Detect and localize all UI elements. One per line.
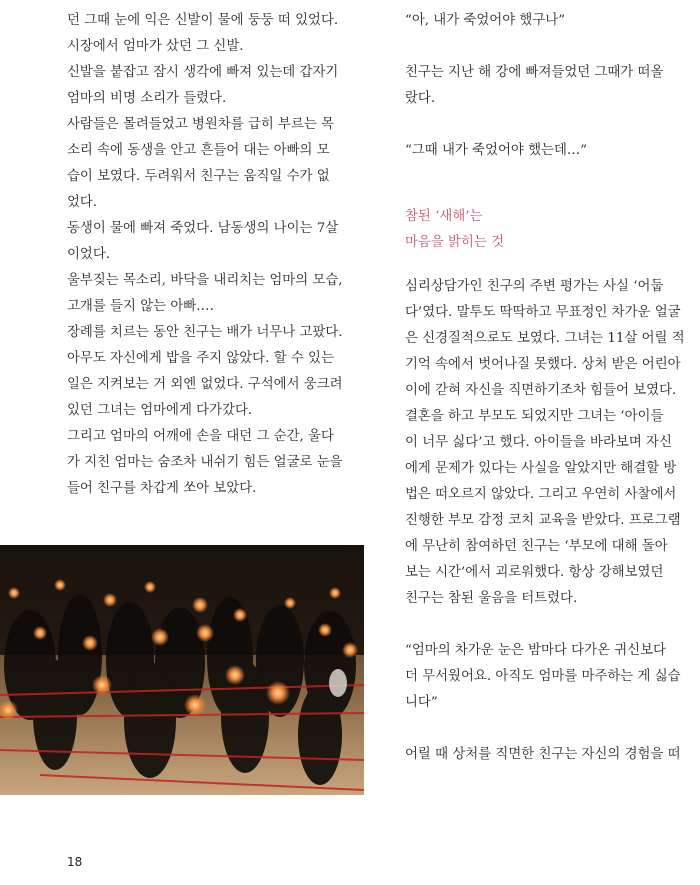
body-line: 습이 보였다. 두려워서 친구는 움직일 수가 없 xyxy=(67,169,330,184)
body-line: 소리 속에 동생을 안고 흔들어 대는 아빠의 모 xyxy=(67,143,330,158)
quote-line: “아, 내가 죽었어야 했구나” xyxy=(405,13,566,28)
body-line: 보는 시간’에서 괴로워했다. 항상 강해보였던 xyxy=(405,565,664,580)
body-line: 었다. xyxy=(67,195,98,210)
body-line: 기억 속에서 벗어나질 못했다. 상처 받은 어린아 xyxy=(405,357,681,372)
body-line: 장례를 치르는 동안 친구는 배가 너무나 고팠다. xyxy=(67,325,343,340)
body-line: 에 무난히 참여하던 친구는 ‘부모에 대해 돌아 xyxy=(405,539,668,554)
body-line: 은 신경질적으로도 보였다. 그녀는 11살 어릴 적 xyxy=(405,331,685,346)
section-heading: 마음을 밝히는 것 xyxy=(405,235,505,250)
body-line: 그리고 엄마의 어깨에 손을 대던 그 순간, 울다 xyxy=(67,429,334,444)
body-line: 울부짖는 목소리, 바닥을 내리치는 엄마의 모습, xyxy=(67,273,343,288)
body-line: 결혼을 하고 부모도 되었지만 그녀는 ‘아이들 xyxy=(405,409,664,424)
body-line: 이 너무 싫다’고 했다. 아이들을 바라보며 자신 xyxy=(405,435,672,450)
quote-line: “그때 내가 죽었어야 했는데…” xyxy=(405,143,588,158)
body-line: 이에 갇혀 자신을 직면하기조차 힘들어 보였다. xyxy=(405,383,677,398)
body-line: 일은 지켜보는 거 외엔 없었다. 구석에서 웅크려 xyxy=(67,377,343,392)
quote-line: 니다” xyxy=(405,695,438,710)
body-line: 엄마의 비명 소리가 들렸다. xyxy=(67,91,227,106)
body-line: 에게 문제가 있다는 사실을 알았지만 해결할 방 xyxy=(405,461,677,476)
body-line: 가 지친 엄마는 숨조차 내쉬기 힘든 얼굴로 눈을 xyxy=(67,455,343,470)
body-line: 이었다. xyxy=(67,247,111,262)
body-line: 들어 친구를 차갑게 쏘아 보았다. xyxy=(67,481,257,496)
body-line: 던 그때 눈에 익은 신발이 물에 둥둥 떠 있었다. xyxy=(67,13,339,28)
quote-line: “엄마의 차가운 눈은 밤마다 다가온 귀신보다 xyxy=(405,643,666,658)
body-line: 법은 떠오르지 않았다. 그리고 우연히 사찰에서 xyxy=(405,487,677,502)
body-line: 신발을 붙잡고 잠시 생각에 빠져 있는데 갑자기 xyxy=(67,65,339,80)
section-heading: 참된 ‘새해’는 xyxy=(405,209,483,224)
body-line: 친구는 참된 울음을 터트렸다. xyxy=(405,591,578,606)
body-line: 동생이 물에 빠져 죽었다. 남동생의 나이는 7살 xyxy=(67,221,339,236)
page-number: 18 xyxy=(67,855,83,869)
body-line: 랐다. xyxy=(405,91,436,106)
body-line: 있던 그녀는 엄마에게 다가갔다. xyxy=(67,403,253,418)
body-line: 심리상담가인 친구의 주변 평가는 사실 ‘어둡 xyxy=(405,279,664,294)
body-line: 고개를 들지 않는 아빠…. xyxy=(67,299,214,314)
body-line: 아무도 자신에게 밥을 주지 않았다. 할 수 있는 xyxy=(67,351,334,366)
body-line: 어릴 때 상처를 직면한 친구는 자신의 경험을 떠 xyxy=(405,747,681,762)
left-column xyxy=(67,8,343,502)
quote-line: 더 무서웠어요. 아직도 엄마를 마주하는 게 싫습 xyxy=(405,669,681,684)
body-line: 사람들은 몰려들었고 병원차를 급히 부르는 목 xyxy=(67,117,335,132)
body-line: 친구는 지난 해 강에 빠져들었던 그때가 떠올 xyxy=(405,65,664,80)
photo-illustration xyxy=(0,545,364,795)
body-line: 진행한 부모 감정 코치 교육을 받았다. 프로그램 xyxy=(405,513,681,528)
body-line: 다’였다. 말투도 딱딱하고 무표정인 차가운 얼굴 xyxy=(405,305,681,320)
lantern-crowd-photo xyxy=(0,545,364,795)
right-column xyxy=(405,8,685,768)
body-line: 시장에서 엄마가 샀던 그 신발. xyxy=(67,39,244,54)
